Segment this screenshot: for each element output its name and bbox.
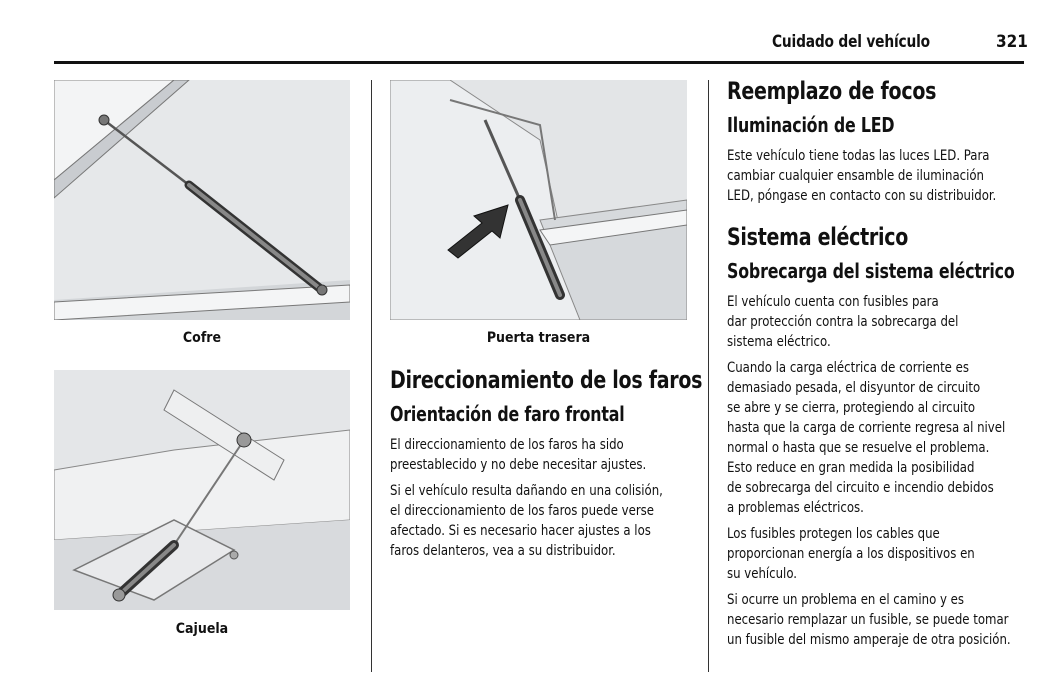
- liftgate-strut-illustration: [390, 80, 687, 320]
- electrical-system-subtitle: Sobrecarga del sistema eléctrico: [727, 259, 1015, 283]
- electrical-system-section: [727, 222, 1054, 650]
- headlamp-aiming-title: Direccionamiento de los faros: [390, 366, 703, 394]
- electrical-system-title: Sistema eléctrico: [727, 223, 909, 251]
- headlamp-aiming-paragraph-2: Si el vehículo resulta dañando en una colisión, el direccionamiento de los faros puede verse afectado. Si es necesario hacer ajustes a los faros delanteros, vea a su distribuidor.: [390, 483, 663, 559]
- hood-caption: Cofre: [182, 330, 222, 346]
- bulb-replacement-subtitle: Iluminación de LED: [727, 113, 895, 137]
- page-number: 321: [996, 32, 1028, 52]
- liftgate-caption: Puerta trasera: [486, 330, 591, 346]
- bulb-replacement-title: Reemplazo de focos: [727, 77, 937, 105]
- trunk-caption: Cajuela: [175, 621, 229, 637]
- electrical-system-paragraph-3: Los fusibles protegen los cables que proporcionan energía a los dispositivos en su vehículo.: [727, 526, 975, 582]
- bulb-replacement-section: [727, 76, 1026, 206]
- headlamp-aiming-subtitle: Orientación de faro frontal: [390, 402, 625, 426]
- section-title: Cuidado del vehículo: [772, 32, 930, 52]
- trunk-strut-illustration: [54, 370, 350, 610]
- column-divider-left: [371, 80, 372, 672]
- bulb-replacement-paragraph: Este vehículo tiene todas las luces LED. Para cambiar cualquier ensamble de iluminación LED, póngase en contacto con su distribuidor.: [727, 148, 997, 204]
- electrical-system-paragraph-2: Cuando la carga eléctrica de corriente es demasiado pesada, el disyuntor de circuito se abre y se cierra, protegiendo al circuito hasta que la carga de corriente regresa al nivel normal o hasta que se resuelve el problema. Esto reduce en gran medida la posibilidad de sobrecarga del circuito e incendio debidos a problemas eléctricos.: [727, 360, 1006, 516]
- headlamp-aiming-section: [390, 365, 745, 561]
- electrical-system-paragraph-1: El vehículo cuenta con fusibles para dar protección contra la sobrecarga del sistema eléctrico.: [727, 294, 959, 350]
- hood-strut-illustration: [54, 80, 350, 320]
- header-rule: [54, 61, 1024, 64]
- electrical-system-paragraph-4: Si ocurre un problema en el camino y es necesario remplazar un fusible, se puede tomar un fusible del mismo amperaje de otra posición.: [727, 592, 1011, 648]
- headlamp-aiming-paragraph-1: El direccionamiento de los faros ha sido preestablecido y no debe necesitar ajustes.: [390, 437, 647, 473]
- page-header: [0, 28, 1054, 58]
